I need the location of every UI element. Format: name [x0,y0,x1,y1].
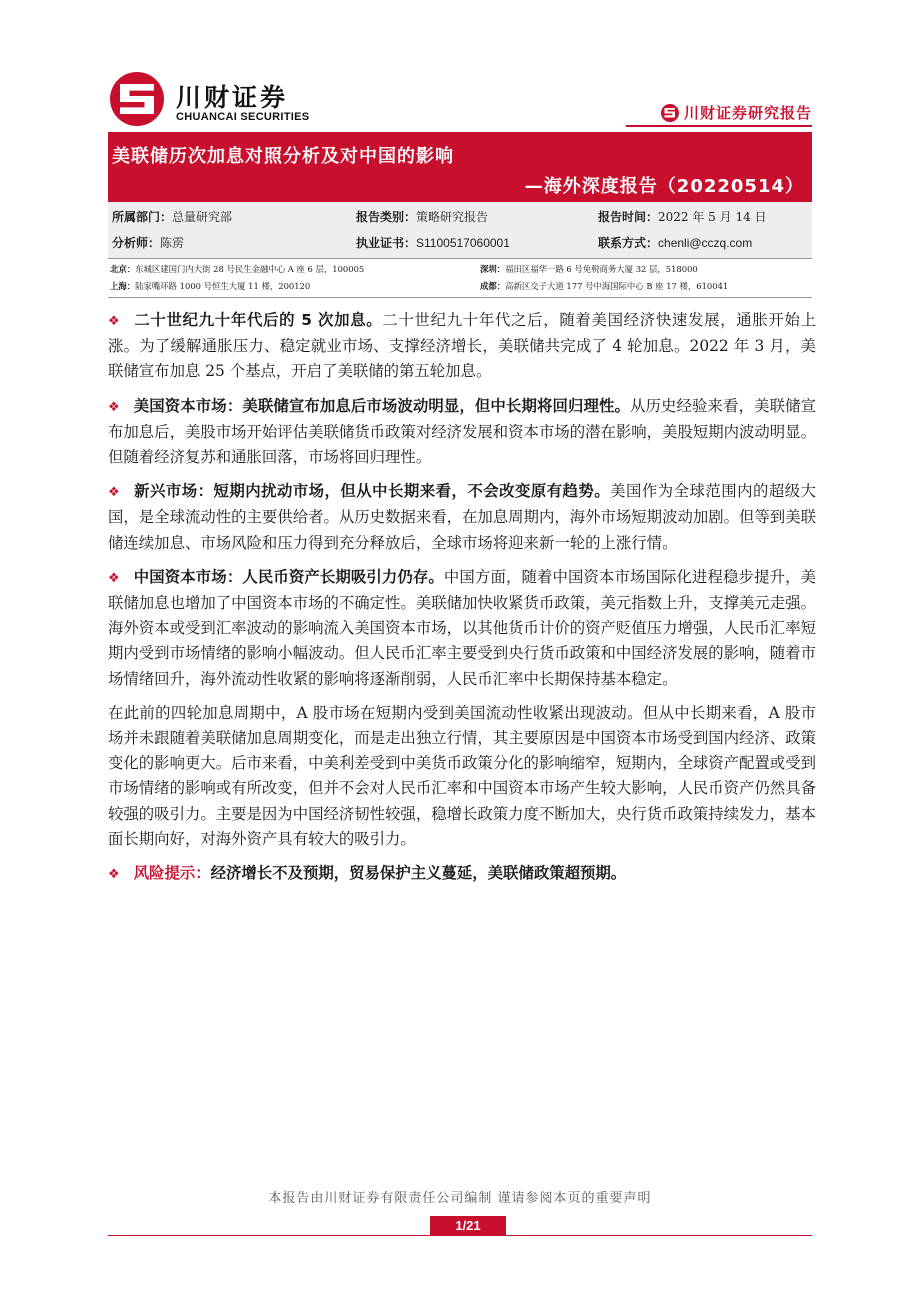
brand-name-en: CHUANCAI SECURITIES [176,111,310,123]
dept-field: 所属部门：总量研究部 [112,210,233,224]
address-shenzhen: 深圳：福田区福华一路 6 号免税商务大厦 32 层，518000 [480,264,698,274]
type-field: 报告类别：策略研究报告 [356,210,489,224]
footer-disclaimer: 本报告由川财证券有限责任公司编制 谨请参阅本页的重要声明 [268,1191,652,1206]
cert-field: 执业证书：S1100517060001 [356,236,510,250]
address-shanghai: 上海：陆家嘴环路 1000 号恒生大厦 11 楼，200120 [110,281,311,291]
diamond-bullet-icon: ❖ [108,399,120,415]
summary-point-2: ❖ 美国资本市场：美联储宣布加息后市场波动明显，但中长期将回归理性。从历史经验来看，美联储宣布加息后，美股市场开始评估美联储货币政策对经济发展和资本市场的潜在影响，美股短期内波动明显。但随着经济复苏和通胀回落，市场将回归理性。 [108,396,816,467]
diamond-bullet-icon: ❖ [108,867,120,883]
title-banner [108,132,812,202]
address-beijing: 北京：东城区建国门内大街 28 号民生金融中心 A 座 6 层，100005 [110,264,365,274]
report-title: 美联储历次加息对照分析及对中国的影响 [112,146,454,167]
risk-warning: ❖ 风险提示：经济增长不及预期，贸易保护主义蔓延，美联储政策超预期。 [108,861,816,887]
address-chengdu: 成都：高新区交子大道 177 号中海国际中心 B 座 17 楼，610041 [480,281,729,291]
summary-point-4: ❖ 中国资本市场：人民币资产长期吸引力仍存。中国方面，随着中国资本市场国际化进程稳步提升，美联储加息也增加了中国资本市场的不确定性。美联储加快收紧货币政策，美元指数上升，支撑美元走强。海外资本或受到汇率波动的影响流入美国资本市场，以其他货币计价的资产贬值压力增强，人民币汇率短期内受到市场情绪的影响小幅波动。但人民币汇率主要受到央行货币政策和中国经济发展的影响，随着市场情绪回升，海外流动性收紧的影响将逐渐削弱，人民币汇率中长期保持基本稳定。 [108,567,816,688]
report-info [108,202,812,258]
diamond-bullet-icon: ❖ [108,314,120,329]
report-tag-underline [626,125,812,127]
summary-point-1: ❖ 二十世纪九十年代后的 5 次加息。二十世纪九十年代之后，随着美国经济快速发展，通胀开始上涨。为了缓解通胀压力、稳定就业市场、支撑经济增长，美联储共完成了 4 轮加息。2022 年 3 月，美联储宣布加息 25 个基点，开启了美联储的第五轮加息。 [108,311,816,381]
office-addresses [108,258,812,298]
diamond-bullet-icon: ❖ [108,485,120,501]
diamond-bullet-icon: ❖ [108,570,120,586]
report-tag [661,102,812,123]
summary-paragraph-5: 在此前的四轮加息周期中，A 股市场在短期内受到美国流动性收紧出现波动。但从中长期来看，A 股市场并未跟随着美联储加息周期变化，而是走出独立行情，其主要原因是中国资本市场受到国内经济、政策变化的影响更大。后市来看，中美利差受到中美货币政策分化的影响缩窄，短期内，全球资产配置或受到市场情绪的影响或有所改变，但并不会对人民币汇率和中国资本市场产生较大影响，人民币资产仍然具备较强的吸引力。主要是因为中国经济韧性较强，稳增长政策力度不断加大，央行货币政策持续发力，基本面长期向好，对海外资产具有较大的吸引力。 [108,703,816,848]
brand-name-cn: 川财证券 [176,83,289,112]
chuancai-logo-icon [110,72,164,126]
report-subtitle: —海外深度报告（20220514） [524,176,804,197]
contact-field: 联系方式：chenli@cczq.com [598,236,753,250]
footer-line [108,1235,812,1236]
report-body [108,308,816,896]
chuancai-small-logo-icon [661,104,679,122]
page-number: 1/21 [430,1216,506,1235]
summary-point-3: ❖ 新兴市场：短期内扰动市场，但从中长期来看，不会改变原有趋势。美国作为全球范围内的超级大国，是全球流动性的主要供给者。从历史数据来看，在加息周期内，海外市场短期波动加剧。但等到美联储连续加息、市场风险和压力得到充分释放后，全球市场将迎来新一轮的上涨行情。 [108,482,816,552]
analyst-field: 分析师：陈雳 [112,236,185,250]
report-tag-text: 川财证券研究报告 [683,104,812,122]
time-field: 报告时间：2022 年 5 月 14 日 [598,210,767,224]
